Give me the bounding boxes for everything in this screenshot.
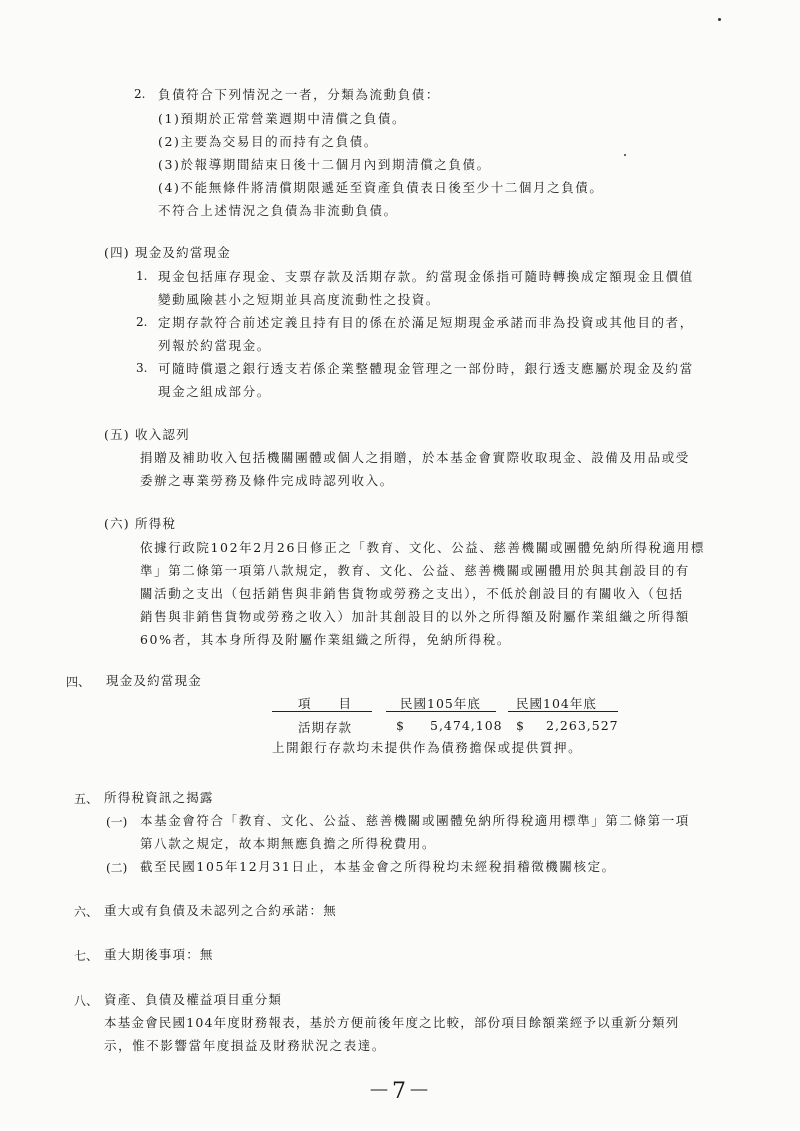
col-header-2015: 民國104年底 — [516, 696, 597, 711]
note-heading: 現金及約當現金 — [106, 673, 202, 688]
paragraph-line: 示，惟不影響當年度損益及財務狀況之表達。 — [104, 1038, 387, 1053]
section-heading: (五) 收入認列 — [104, 427, 190, 442]
condition-line: (4)不能無條件將清償期限遞延至資產負債表日後至少十二個月之負債。 — [158, 180, 604, 195]
table-note: 上開銀行存款均未提供作為債務擔保或提供質押。 — [272, 740, 583, 755]
paragraph-line: 60%者，其本身所得及附屬作業組織之所得，免納所得稅。 — [140, 632, 511, 647]
paragraph-line: 定期存款符合前述定義且持有目的係在於滿足短期現金承諾而非為投資或其他目的者， — [158, 315, 694, 330]
note-text: 重大期後事項：無 — [104, 947, 214, 962]
paragraph-line: 委辦之專業勞務及條件完成時認列收入。 — [140, 473, 394, 488]
item-text: 負債符合下列情況之一者，分類為流動負債： — [158, 87, 441, 102]
scan-speck — [718, 18, 721, 21]
header-underline — [386, 711, 496, 712]
page-number: －7－ — [368, 1079, 432, 1104]
scan-speck — [624, 154, 626, 156]
table-row — [272, 714, 624, 738]
note-heading: 資產、負債及權益項目重分類 — [104, 992, 283, 1007]
paragraph-line: 本基金會民國104年度財務報表，基於方便前後年度之比較，部份項目餘額業經予以重新分類列 — [104, 1015, 680, 1030]
paragraph-line: 列報於約當現金。 — [158, 338, 271, 353]
row-currency-2016: $ — [396, 718, 405, 733]
item-number: 1. — [136, 269, 148, 283]
paragraph-line: 本基金會符合「教育、文化、公益、慈善機關或團體免納所得稅適用標準」第二條第一項 — [140, 813, 690, 828]
paragraph-line: 截至民國105年12月31日止，本基金會之所得稅均未經稅捐稽徵機關核定。 — [140, 859, 616, 874]
paragraph-line: 變動風險甚小之短期並具高度流動性之投資。 — [158, 292, 441, 307]
note-text: 重大或有負債及未認列之合約承諾：無 — [104, 903, 337, 918]
item-number: 2. — [134, 87, 146, 101]
paragraph-line: 關活動之支出（包括銷售與非銷售貨物或勞務之支出），不低於創設目的有關收入（包括 — [140, 586, 684, 601]
row-item: 活期存款 — [298, 720, 353, 735]
condition-line: (1)預期於正常營業週期中清償之負債。 — [158, 111, 407, 126]
note-number: 六、 — [74, 905, 99, 919]
note-number: 五、 — [74, 792, 99, 806]
paragraph-line: 捐贈及補助收入包括機關團體或個人之捐贈，於本基金會實際收取現金、設備及用品或受 — [140, 450, 690, 465]
paragraph-line: 現金之組成部分。 — [158, 384, 271, 399]
condition-line: (3)於報導期間結束日後十二個月內到期清償之負債。 — [158, 157, 491, 172]
row-currency-2015: $ — [516, 718, 525, 733]
note-number: 七、 — [74, 949, 99, 963]
section-heading: (四) 現金及約當現金 — [104, 245, 231, 260]
condition-line: 不符合上述情況之負債為非流動負債。 — [158, 203, 398, 218]
cash-table — [272, 690, 624, 738]
note-heading: 所得稅資訊之揭露 — [104, 790, 214, 805]
paragraph-line: 現金包括庫存現金、支票存款及活期存款。約當現金係指可隨時轉換成定額現金且價值 — [158, 269, 694, 284]
header-underline — [272, 711, 372, 712]
paragraph-line: 準」第二條第一項第八款規定，教育、文化、公益、慈善機關或團體用於與其創設目的有 — [140, 563, 690, 578]
para-label: (二) — [106, 861, 128, 875]
paragraph-line: 依據行政院102年2月26日修正之「教育、文化、公益、慈善機關或團體免納所得稅適用標 — [140, 540, 705, 555]
para-label: (一) — [106, 815, 128, 829]
condition-line: (2)主要為交易目的而持有之負債。 — [158, 134, 378, 149]
row-value-2015: 2,263,527 — [546, 718, 619, 733]
paragraph-line: 可隨時償還之銀行透支若係企業整體現金管理之一部份時，銀行透支應屬於現金及約當 — [158, 361, 694, 376]
note-number: 八、 — [74, 994, 99, 1008]
paragraph-line: 銷售與非銷售貨物或勞務之收入）加計其創設目的以外之所得額及附屬作業組織之所得額 — [140, 609, 690, 624]
col-header-item: 項 目 — [298, 696, 353, 711]
item-number: 3. — [136, 361, 148, 375]
row-value-2016: 5,474,108 — [430, 718, 503, 733]
paragraph-line: 第八款之規定，故本期無應負擔之所得稅費用。 — [140, 836, 437, 851]
header-underline — [508, 711, 618, 712]
col-header-2016: 民國105年底 — [400, 696, 481, 711]
section-heading: (六) 所得稅 — [104, 516, 177, 531]
note-number: 四、 — [66, 675, 91, 689]
item-number: 2. — [136, 315, 148, 329]
